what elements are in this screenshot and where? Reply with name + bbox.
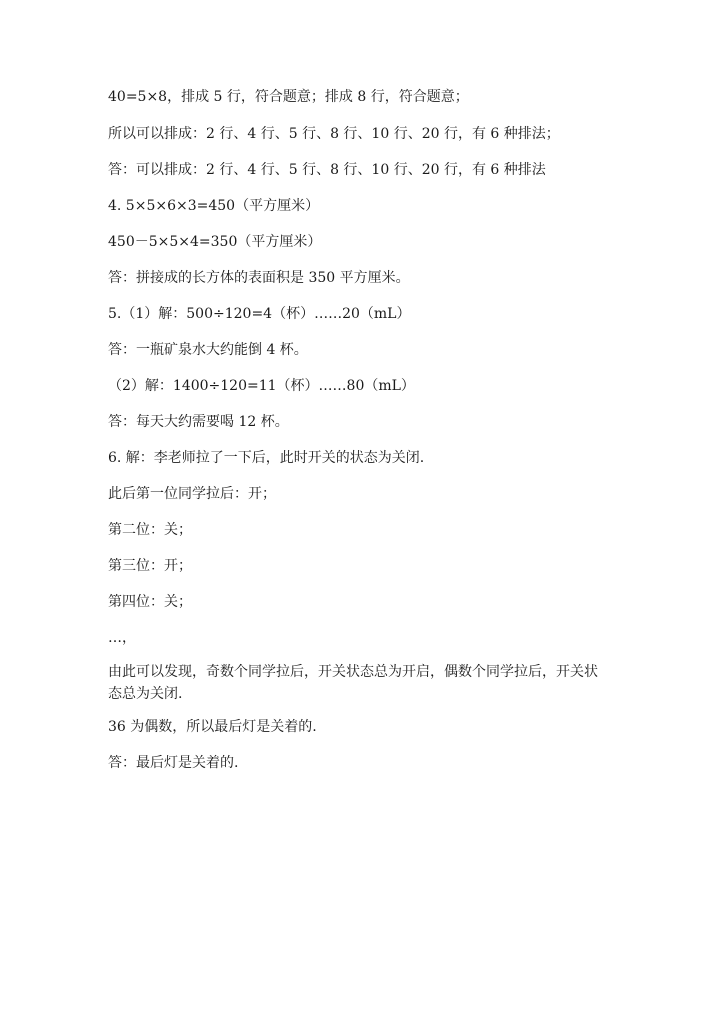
line-13: 第二位：关； <box>108 522 192 538</box>
line-11: 6. 解：李老师拉了一下后，此时开关的状态为关闭. <box>108 450 425 466</box>
line-16: …， <box>108 630 136 646</box>
line-9: （2）解：1400÷120=11（杯）……80（mL） <box>108 378 415 394</box>
line-6: 答：拼接成的长方体的表面积是 350 平方厘米。 <box>108 270 410 286</box>
line-19: 答：最后灯是关着的. <box>108 755 239 771</box>
line-10: 答：每天大约需要喝 12 杯。 <box>108 414 289 430</box>
line-3: 答：可以排成：2 行、4 行、5 行、8 行、10 行、20 行，有 6 种排法 <box>108 162 546 178</box>
line-2: 所以可以排成：2 行、4 行、5 行、8 行、10 行、20 行，有 6 种排法； <box>108 126 560 142</box>
line-8: 答：一瓶矿泉水大约能倒 4 杯。 <box>108 342 308 358</box>
line-15: 第四位：关； <box>108 594 192 610</box>
line-12: 此后第一位同学拉后：开； <box>108 486 276 502</box>
line-7: 5.（1）解：500÷120=4（杯）……20（mL） <box>108 306 411 322</box>
line-5: 450－5×5×4=350（平方厘米） <box>108 234 322 250</box>
line-18: 36 为偶数，所以最后灯是关着的. <box>108 719 317 735</box>
line-4: 4. 5×5×6×3=450（平方厘米） <box>108 198 320 214</box>
line-1: 40=5×8，排成 5 行，符合题意；排成 8 行，符合题意； <box>108 89 469 105</box>
line-17: 由此可以发现，奇数个同学拉后，开关状态总为开启，偶数个同学拉后，开关状态总为关闭. <box>108 664 598 702</box>
line-14: 第三位：开； <box>108 558 192 574</box>
